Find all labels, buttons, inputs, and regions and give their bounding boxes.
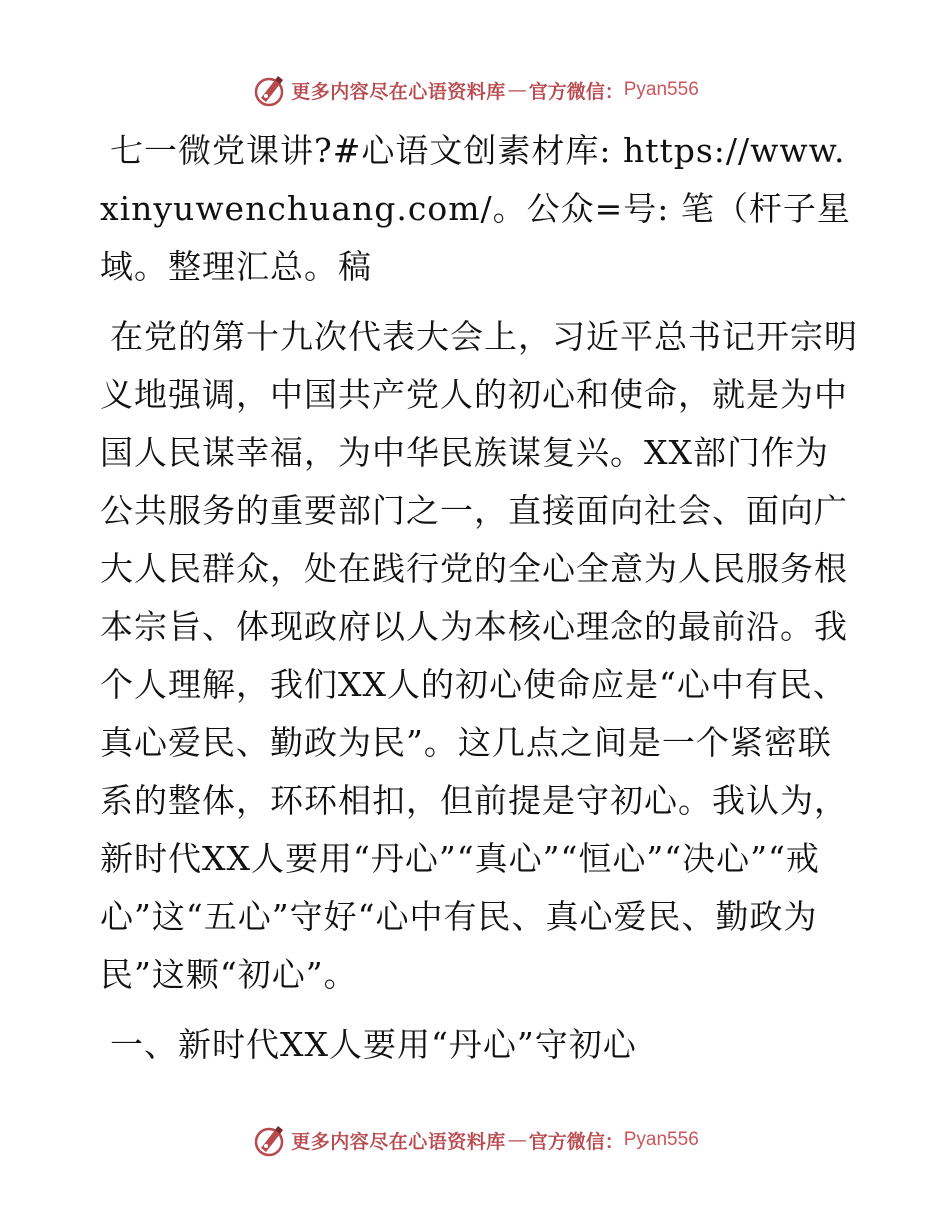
pen-nib-logo-icon bbox=[251, 72, 287, 108]
banner-main-text: 更多内容尽在心语资料库 bbox=[291, 1130, 506, 1153]
section-heading: 一、新时代XX人要用“丹心”守初心 bbox=[110, 1025, 637, 1064]
banner-account: Pyan556 bbox=[623, 79, 699, 100]
footer-banner bbox=[0, 1120, 950, 1160]
document-body bbox=[100, 122, 860, 1074]
banner-sub-text: 官方微信： bbox=[528, 80, 624, 103]
banner-account: Pyan556 bbox=[623, 1129, 699, 1150]
pen-nib-logo-icon bbox=[251, 1122, 287, 1158]
banner-dash: — bbox=[507, 1129, 527, 1151]
header-banner bbox=[0, 70, 950, 110]
banner-sub-text: 官方微信： bbox=[528, 1130, 624, 1153]
banner-main-text: 更多内容尽在心语资料库 bbox=[291, 80, 506, 103]
banner-dash: — bbox=[507, 79, 527, 101]
paragraph-intro: 在党的第十九次代表大会上，习近平总书记开宗明义地强调，中国共产党人的初心和使命，就是为中国人民谋幸福，为中华民族谋复兴。XX部门作为公共服务的重要部门之一，直接面向社会、面向广大人民群众，处在践行党的全心全意为人民服务根本宗旨、体现政府以人为本核心理念的最前沿。我个人理解，我们XX人的初心使命应是“心中有民、真心爱民、勤政为民”。这几点之间是一个紧密联系的整体，环环相扣，但前提是守初心。我认为，新时代XX人要用“丹心”“真心”“恒心”“决心”“戒心”这“五心”守好“心中有民、真心爱民、勤政为民”这颗“初心”。 bbox=[100, 317, 858, 994]
paragraph-source-note: 七一微党课讲?#心语文创素材库: https://www.xinyuwenchuang.com/。公众=号: 笔（杆子星域。整理汇总。稿 bbox=[100, 131, 851, 286]
